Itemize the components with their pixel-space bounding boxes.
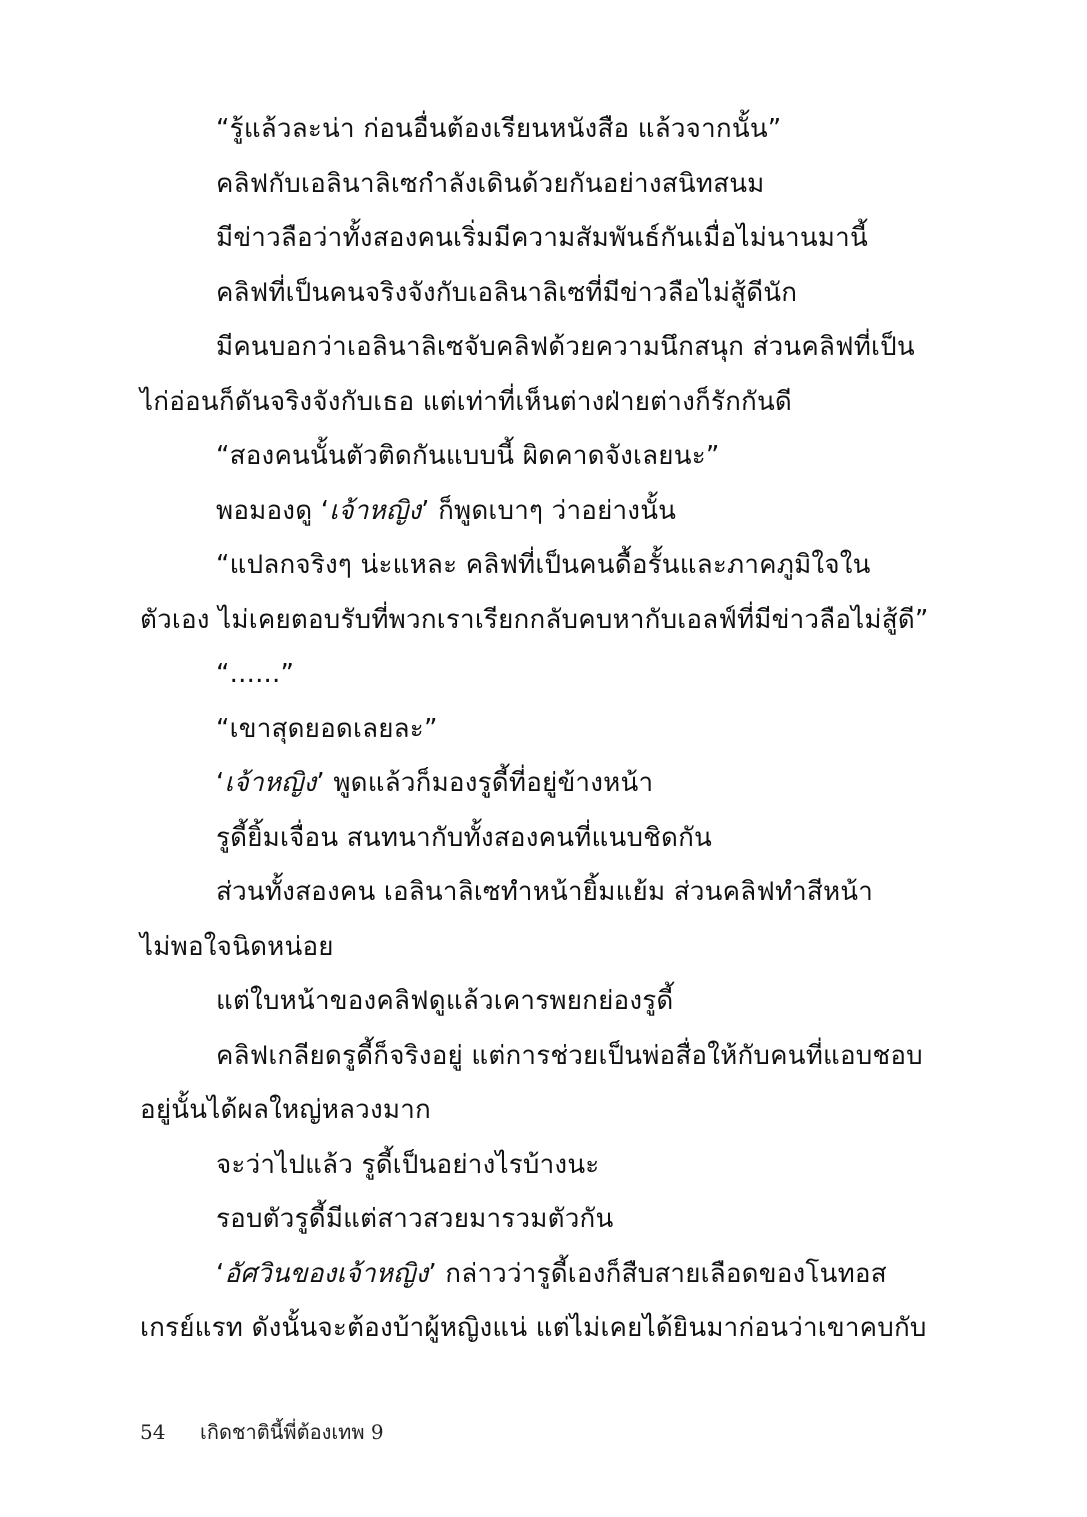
text-line: [140, 1192, 900, 1247]
text-segment: ส่วนทั้งสองคน เอลินาลิเซทำหน้ายิ้มแย้ม ส่วนคลิฟทำสีหน้า: [216, 877, 874, 907]
text-line: [140, 756, 900, 811]
text-line: [140, 102, 900, 157]
text-segment: ไก่อ่อนก็ดันจริงจังกับเธอ แต่เท่าที่เห็นต่างฝ่ายต่างก็รักกันดี: [140, 386, 793, 417]
text-segment: ไม่พอใจนิดหน่อย: [140, 931, 334, 962]
text-segment: “เขาสุดยอดเลยละ”: [216, 713, 438, 744]
text-line: [140, 1301, 927, 1356]
text-line: [140, 865, 900, 920]
text-segment: ตัวเอง ไม่เคยตอบรับที่พวกเราเรียกกลับคบหากับเอลฟ์ที่มีข่าวลือไม่สู้ดี”: [140, 604, 929, 635]
text-segment: มีข่าวลือว่าทั้งสองคนเริ่มมีความสัมพันธ์กันเมื่อไม่นานมานี้: [216, 223, 868, 253]
text-segment: คลิฟเกลียดรูดี้ก็จริงอยู่ แต่การช่วยเป็นพ่อสื่อให้กับคนที่แอบชอบ: [216, 1040, 923, 1071]
text-line: [140, 1247, 900, 1302]
text-line: [140, 1138, 900, 1193]
text-segment: คลิฟกับเอลินาลิเซกำลังเดินด้วยกันอย่างสนิทสนม: [216, 168, 765, 199]
page-footer: [140, 1416, 384, 1448]
emphasized-text: เจ้าหญิง: [224, 768, 317, 798]
text-line: [140, 211, 900, 266]
text-segment: ‘: [216, 1258, 225, 1289]
text-line: [140, 974, 900, 1029]
text-segment: “สองคนนั้นตัวติดกันแบบนี้ ผิดคาดจังเลยนะ”: [216, 441, 720, 471]
text-segment: “รู้แล้วละน่า ก่อนอื่นต้องเรียนหนังสือ แล้วจากนั้น”: [216, 114, 782, 144]
text-segment: มีคนบอกว่าเอลินาลิเซจับคลิฟด้วยความนึกสนุก ส่วนคลิฟที่เป็น: [216, 332, 915, 362]
emphasized-text: เจ้าหญิง: [329, 495, 422, 526]
book-title: เกิดชาตินี้พี่ต้องเทพ 9: [200, 1420, 384, 1444]
text-line: [140, 320, 915, 375]
text-segment: คลิฟที่เป็นคนจริงจังกับเอลินาลิเซที่มีข่าวลือไม่สู้ดีนัก: [216, 277, 798, 308]
text-segment: รูดี้ยิ้มเจื่อน สนทนากับทั้งสองคนที่แนบชิดกัน: [216, 822, 712, 853]
text-line: [140, 538, 900, 593]
text-segment: “แปลกจริงๆ น่ะแหละ คลิฟที่เป็นคนดื้อรั้นและภาคภูมิใจใน: [216, 550, 871, 580]
text-line: [140, 375, 900, 430]
text-segment: พอมองดู ‘: [216, 495, 330, 526]
text-segment: ’ กล่าวว่ารูดี้เองก็สืบสายเลือดของโนทอส: [428, 1258, 887, 1289]
text-line: [140, 702, 900, 757]
text-line: [140, 157, 900, 212]
text-line: [140, 1029, 923, 1084]
text-line: [140, 484, 900, 539]
text-line: [140, 593, 929, 648]
text-line: [140, 429, 900, 484]
text-line: [140, 647, 900, 702]
text-segment: “......”: [216, 659, 295, 689]
text-segment: เกรย์แรท ดังนั้นจะต้องบ้าผู้หญิงแน่ แต่ไม่เคยได้ยินมาก่อนว่าเขาคบกับ: [140, 1313, 927, 1343]
text-segment: ’ ก็พูดเบาๆ ว่าอย่างนั้น: [421, 495, 677, 526]
text-segment: ’ พูดแล้วก็มองรูดี้ที่อยู่ข้างหน้า: [316, 768, 654, 798]
text-segment: ‘: [216, 768, 225, 798]
text-line: [140, 811, 900, 866]
text-line: [140, 920, 900, 975]
text-line: [140, 266, 900, 321]
page-number: 54: [140, 1420, 166, 1444]
body-text: [140, 102, 929, 1356]
text-line: [140, 1083, 900, 1138]
text-segment: อยู่นั้นได้ผลใหญ่หลวงมาก: [140, 1095, 431, 1125]
emphasized-text: อัศวินของเจ้าหญิง: [224, 1258, 429, 1289]
text-segment: แต่ใบหน้าของคลิฟดูแล้วเคารพยกย่องรูดี้: [216, 986, 674, 1016]
text-segment: รอบตัวรูดี้มีแต่สาวสวยมารวมตัวกัน: [216, 1204, 614, 1234]
text-segment: จะว่าไปแล้ว รูดี้เป็นอย่างไรบ้างนะ: [216, 1149, 600, 1180]
